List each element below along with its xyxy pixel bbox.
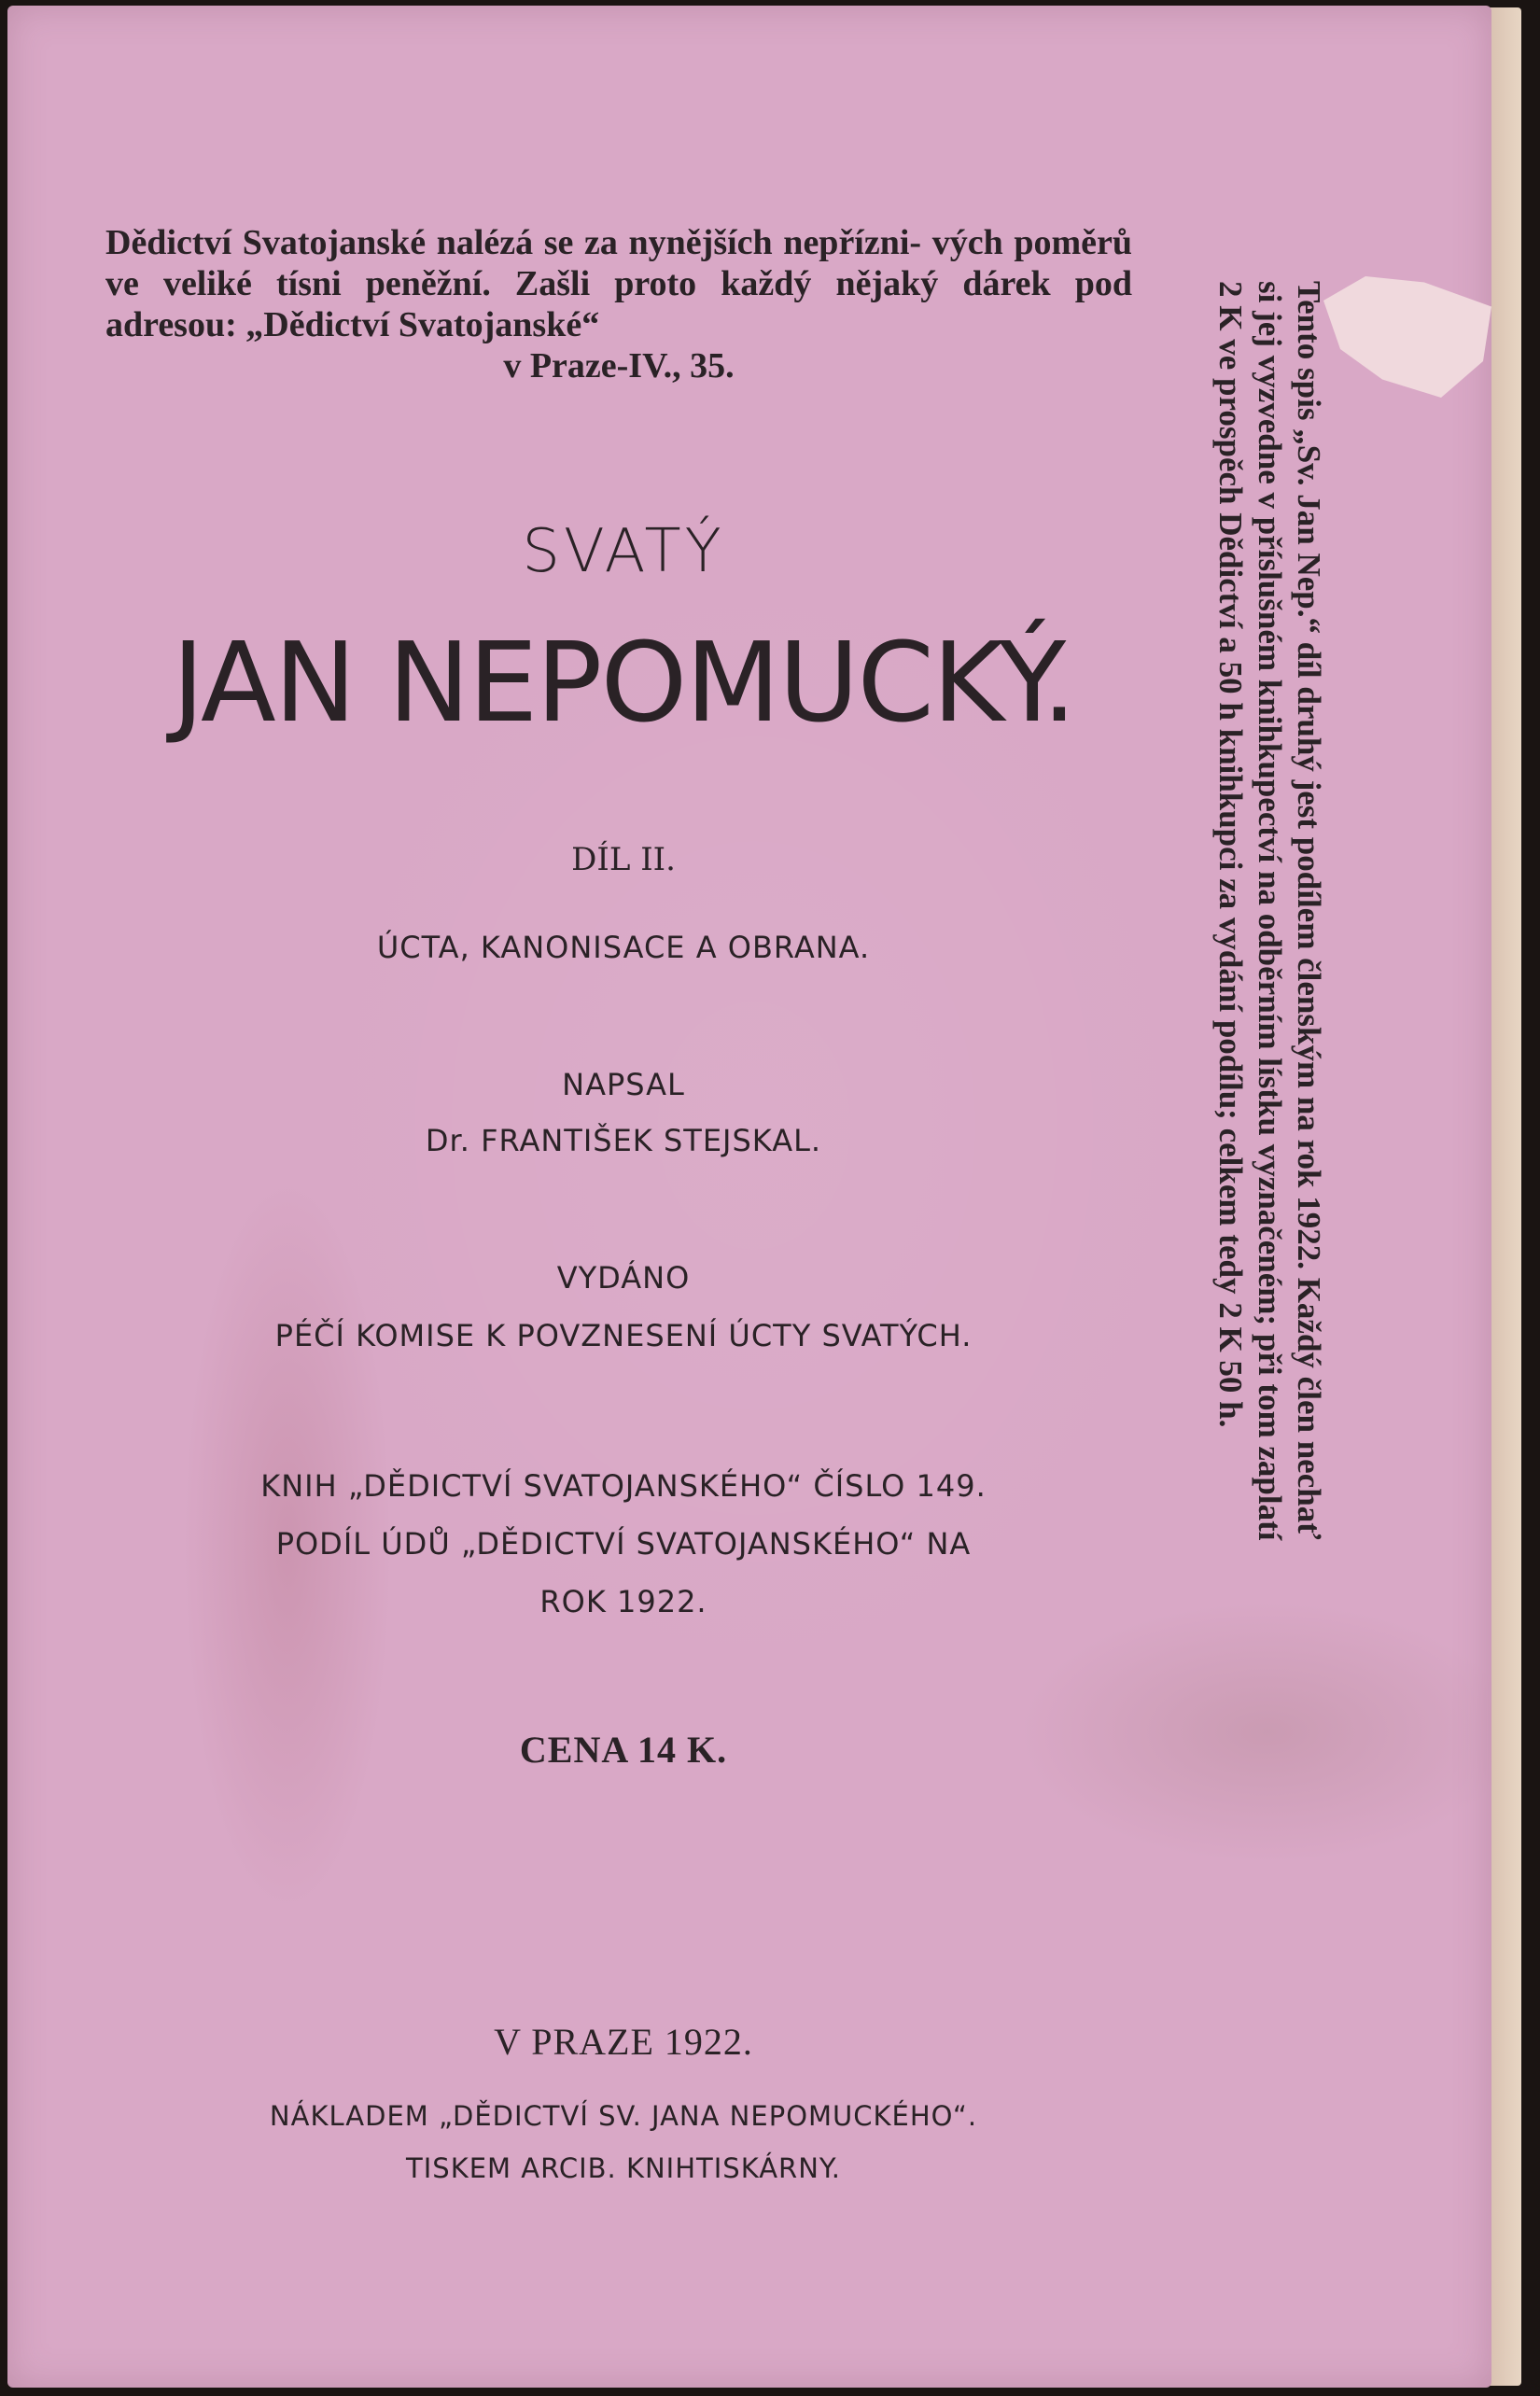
part-number: DÍL II. [571, 841, 676, 878]
subtitle: ÚCTA, KANONISACE A OBRANA. [376, 930, 871, 965]
series-line-2: PODÍL ÚDŮ „DĚDICTVÍ SVATOJANSKÉHO“ NA [275, 1526, 972, 1562]
publisher-line: NÁKLADEM „DĚDICTVÍ SV. JANA NEPOMUCKÉHO“. [269, 2100, 978, 2132]
series-line-3: ROK 1922. [539, 1584, 707, 1619]
edition-label: VYDÁNO [556, 1260, 691, 1296]
side-note-line-1: Tento spis „Sv. Jan Nep.“ díl druhý jest podílem členským na rok 1922. Každý člen nechať [1291, 281, 1327, 1540]
author-label: NAPSAL [562, 1067, 685, 1102]
donation-notice [105, 222, 1132, 386]
author-name: Dr. FRANTIŠEK STEJSKAL. [425, 1123, 822, 1158]
notice-line-3: nějaký dárek pod adresou: „Dědictví Svatojanské“ [105, 264, 1133, 344]
series-info [105, 1457, 1141, 1631]
imprint-place: V PRAZE 1922. [494, 2021, 753, 2063]
side-note-line-2: si jej vyzvedne v příslušném knihkupectví na odběrním lístku vyznačeném; při tom zaplatí [1252, 281, 1288, 1541]
imprint-details [105, 2090, 1141, 2194]
side-note-line-3: 2 K ve prospěch Dědictví a 50 h knihkupci za vydání podílu; celkem tedy 2 K 50 h. [1212, 281, 1249, 1428]
title-prefix: SVATÝ [522, 517, 725, 586]
edition-by: PÉČÍ KOMISE K POVZNESENÍ ÚCTY SVATÝCH. [274, 1318, 973, 1353]
book-title: JAN NEPOMUCKÝ. [172, 618, 1075, 747]
notice-line-4: v Praze-IV., 35. [503, 346, 735, 385]
notice-line-1: Dědictví Svatojanské nalézá se za nynějších nepřízni- [105, 223, 922, 262]
notice-line-2: vých poměrů ve veliké tísni peněžní. Zašli proto každý [105, 223, 1133, 303]
member-share-note [1169, 281, 1328, 2092]
price: CENA 14 K. [519, 1729, 728, 1771]
series-line-1: KNIH „DĚDICTVÍ SVATOJANSKÉHO“ ČÍSLO 149. [260, 1468, 987, 1504]
torn-corner [1323, 276, 1491, 398]
printer-line: TISKEM ARCIB. KNIHTISKÁRNY. [406, 2152, 841, 2184]
book-cover [7, 6, 1491, 2388]
